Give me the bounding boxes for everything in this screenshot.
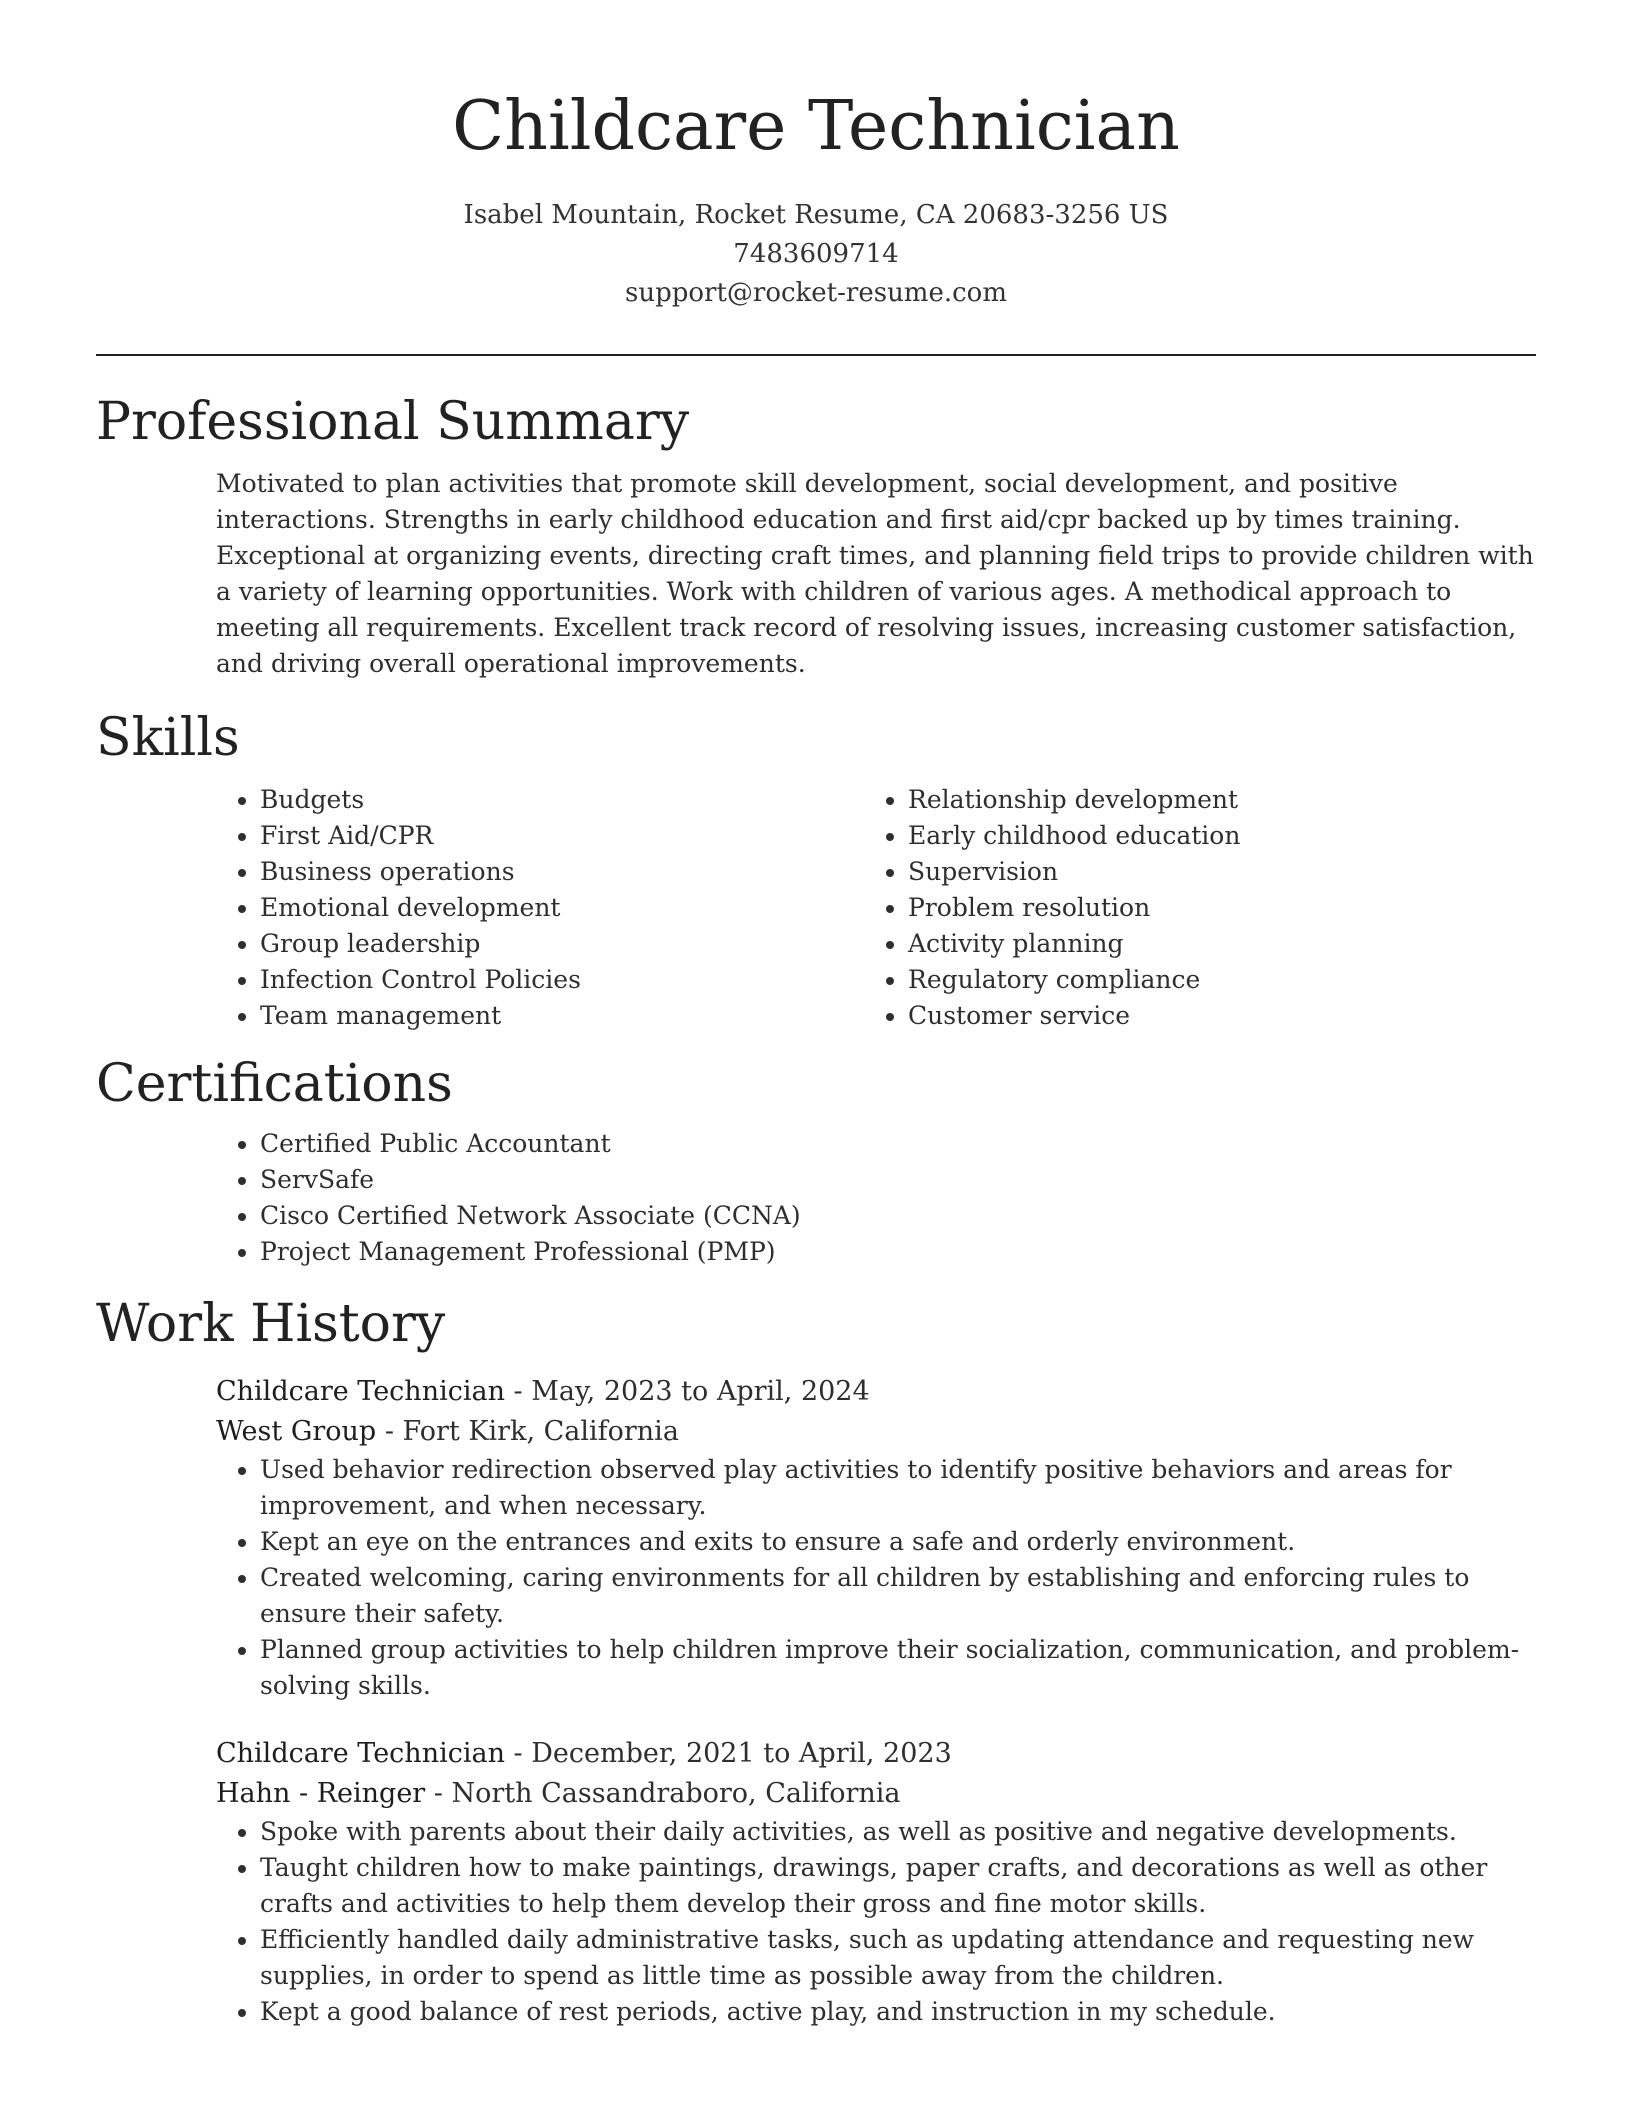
contact-email: support@rocket-resume.com: [624, 278, 1007, 308]
skill-item: • Budgets: [260, 782, 864, 818]
job-company: Hahn - Reinger: [216, 1778, 426, 1809]
job-company-line: [216, 1774, 1536, 1814]
job-company: West Group: [216, 1416, 377, 1447]
certification-item: • Certified Public Accountant: [260, 1126, 1536, 1162]
job-title-line: [216, 1734, 1536, 1774]
skill-item: • First Aid/CPR: [260, 818, 864, 854]
skill-item: • Team management: [260, 998, 864, 1034]
job-entry: [216, 1372, 1536, 1704]
skills-heading: Skills: [96, 708, 240, 768]
certification-item: • ServSafe: [260, 1162, 1536, 1198]
summary-section: [96, 390, 1536, 682]
contact-address: Isabel Mountain, Rocket Resume, CA 20683-3256 US: [463, 200, 1169, 230]
job-bullets: [216, 1814, 1536, 2030]
header-divider: [96, 354, 1536, 356]
skills-column-left: [216, 782, 864, 1034]
skill-item: • Early childhood education: [908, 818, 1512, 854]
job-bullet: • Efficiently handled daily administrative tasks, such as updating attendance and requesting new supplies, in order to spend as little time as possible away from the children.: [260, 1922, 1536, 1994]
job-bullets: [216, 1452, 1536, 1704]
job-role: Childcare Technician: [216, 1376, 505, 1407]
skill-item: • Group leadership: [260, 926, 864, 962]
skills-list-left: [216, 782, 864, 1034]
skill-item: • Activity planning: [908, 926, 1512, 962]
work-history-heading: Work History: [96, 1294, 446, 1354]
certifications-list: [216, 1126, 1536, 1270]
contact-info: [96, 196, 1536, 313]
resume-title: Childcare Technician: [452, 87, 1180, 166]
job-title-line: [216, 1372, 1536, 1412]
skills-section: [96, 706, 1536, 1034]
skill-item: • Infection Control Policies: [260, 962, 864, 998]
job-bullet: • Kept an eye on the entrances and exits to ensure a safe and orderly environment.: [260, 1524, 1536, 1560]
job-location: - North Cassandraboro, California: [425, 1778, 901, 1809]
job-bullet: • Used behavior redirection observed play activities to identify positive behaviors and areas for improvement, and when necessary.: [260, 1452, 1536, 1524]
skill-item: • Problem resolution: [908, 890, 1512, 926]
certification-item: • Project Management Professional (PMP): [260, 1234, 1536, 1270]
certification-item: • Cisco Certified Network Associate (CCNA): [260, 1198, 1536, 1234]
skill-item: • Emotional development: [260, 890, 864, 926]
job-bullet: • Taught children how to make paintings, drawings, paper crafts, and decorations as well as other crafts and activities to help them develop their gross and fine motor skills.: [260, 1850, 1536, 1922]
job-bullet: • Kept a good balance of rest periods, active play, and instruction in my schedule.: [260, 1994, 1536, 2030]
work-history-section: [96, 1292, 1536, 2030]
skills-grid: [216, 782, 1536, 1034]
job-bullet: • Spoke with parents about their daily activities, as well as positive and negative developments.: [260, 1814, 1536, 1850]
job-dates: - May, 2023 to April, 2024: [504, 1376, 870, 1407]
job-company-line: [216, 1412, 1536, 1452]
skill-item: • Customer service: [908, 998, 1512, 1034]
job-role: Childcare Technician: [216, 1738, 505, 1769]
certifications-section: [96, 1052, 1536, 1270]
skill-item: • Supervision: [908, 854, 1512, 890]
skills-column-right: [864, 782, 1512, 1034]
skill-item: • Relationship development: [908, 782, 1512, 818]
contact-phone: 7483609714: [733, 239, 899, 269]
certifications-list-wrapper: [216, 1126, 1536, 1270]
resume-header: [96, 0, 1536, 313]
job-dates: - December, 2021 to April, 2023: [504, 1738, 952, 1769]
skills-list-right: [864, 782, 1512, 1034]
skill-item: • Regulatory compliance: [908, 962, 1512, 998]
summary-text: Motivated to plan activities that promote skill development, social development, and positive interactions. Strengths in early childhood education and first aid/cpr backed up by times training. Exceptional at organizing events, directing craft times, and planning field trips to provide children with a variety of learning opportunities. Work with children of various ages. A methodical approach to meeting all requirements. Excellent track record of resolving issues, increasing customer satisfaction, and driving overall operational improvements.: [216, 469, 1534, 678]
summary-heading: Professional Summary: [96, 392, 690, 452]
job-bullet: • Created welcoming, caring environments for all children by establishing and enforcing rules to ensure their safety.: [260, 1560, 1536, 1632]
job-bullet: • Planned group activities to help children improve their socialization, communication, and problem-solving skills.: [260, 1632, 1536, 1704]
skill-item: • Business operations: [260, 854, 864, 890]
certifications-heading: Certifications: [96, 1054, 453, 1114]
job-location: - Fort Kirk, California: [376, 1416, 679, 1447]
job-entry: [216, 1734, 1536, 2030]
